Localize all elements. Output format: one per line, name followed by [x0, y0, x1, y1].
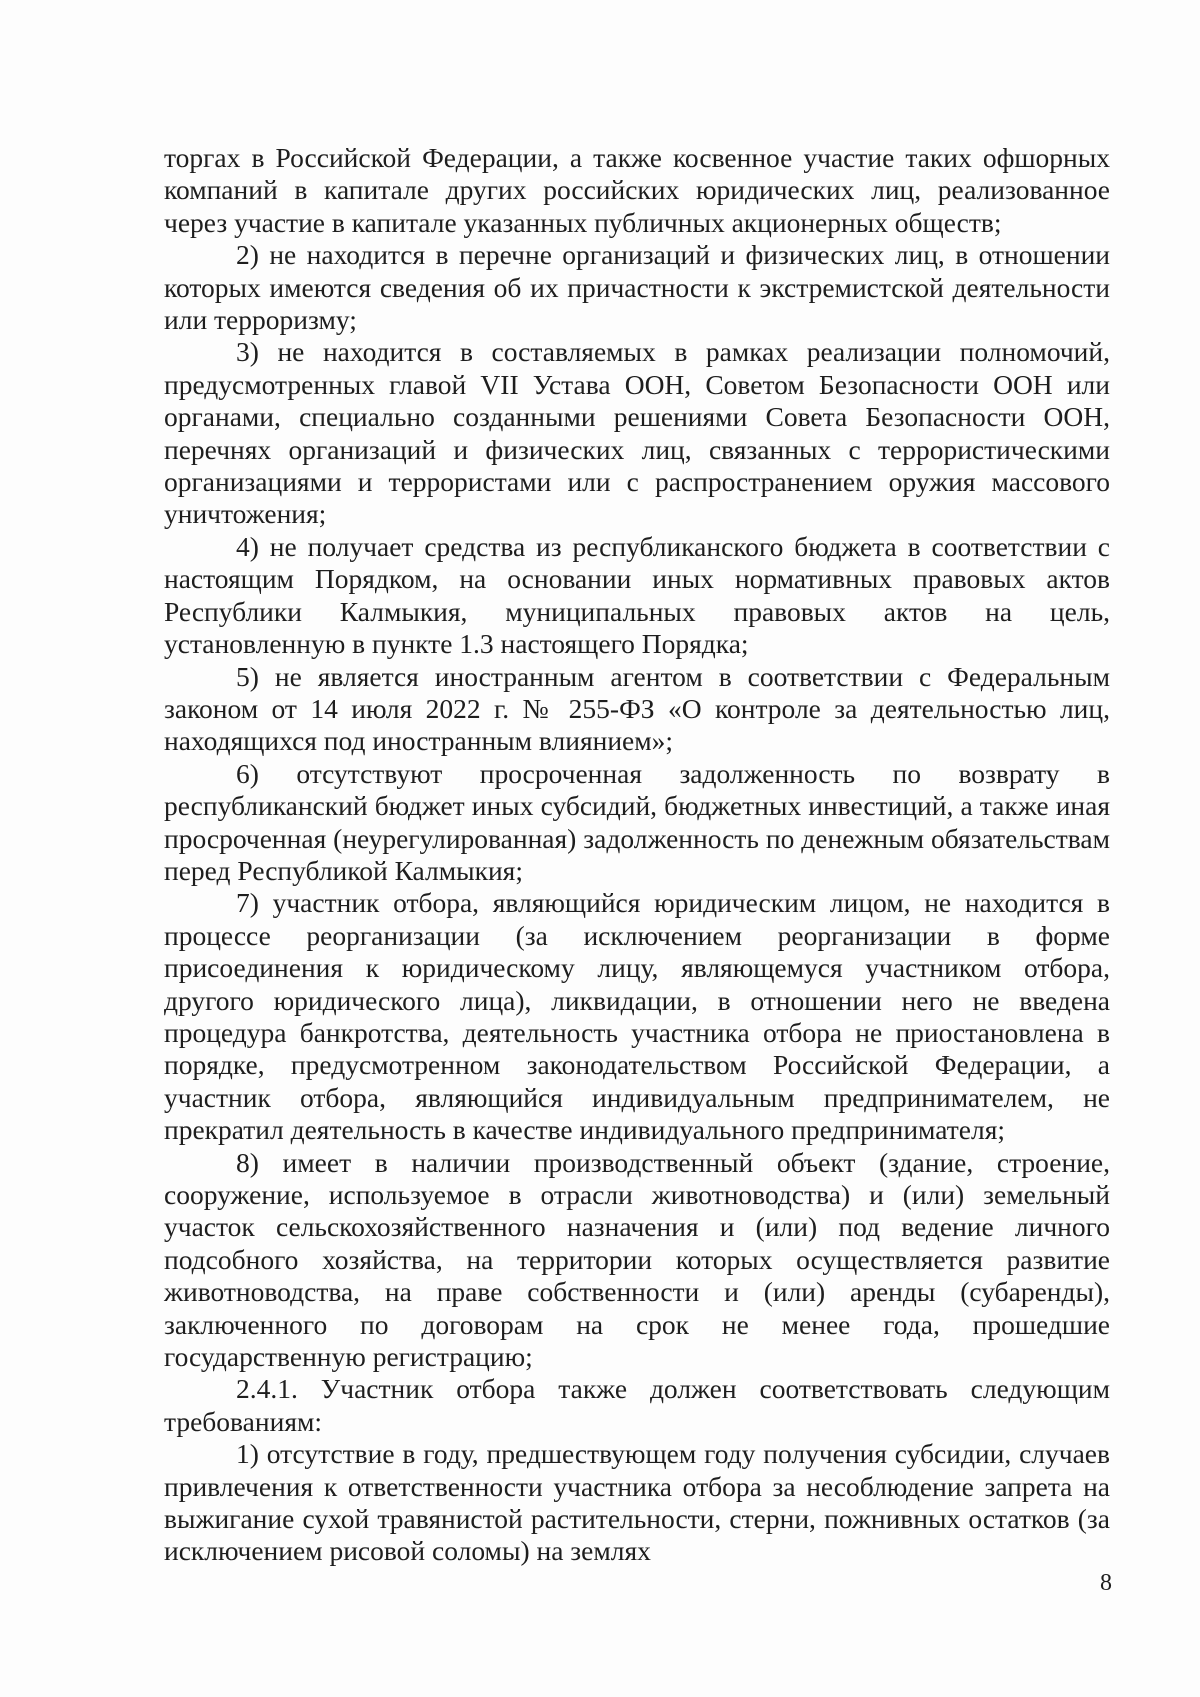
document-body: [164, 142, 1110, 1568]
paragraph-item-2: 2) не находится в перечне организаций и физических лиц, в отношении которых имеются сведения об их причастности к экстремистской деятельности или терроризму;: [164, 239, 1110, 336]
paragraph-requirement-1: 1) отсутствие в году, предшествующем году получения субсидии, случаев привлечения к ответственности участника отбора за несоблюдение запрета на выжигание сухой травянистой растительности, стерни, пожнивных остатков (за исключением рисовой соломы) на землях: [164, 1438, 1110, 1567]
paragraph-item-7: 7) участник отбора, являющийся юридическим лицом, не находится в процессе реорганизации (за исключением реорганизации в форме присоединения к юридическому лицу, являющемуся участником отбора, другого юридического лица), ликвидации, в отношении него не введена процедура банкротства, деятельность участника отбора не приостановлена в порядке, предусмотренном законодательством Российской Федерации, а участник отбора, являющийся индивидуальным предпринимателем, не прекратил деятельность в качестве индивидуального предпринимателя;: [164, 887, 1110, 1146]
paragraph-item-8: 8) имеет в наличии производственный объект (здание, строение, сооружение, используемое в отрасли животноводства) и (или) земельный участок сельскохозяйственного назначения и (или) под ведение личного подсобного хозяйства, на территории которых осуществляется развитие животноводства, на праве собственности и (или) аренды (субаренды), заключенного по договорам на срок не менее года, прошедшие государственную регистрацию;: [164, 1146, 1110, 1373]
paragraph-item-5: 5) не является иностранным агентом в соответствии с Федеральным законом от 14 июля 2022 г. № 255-ФЗ «О контроле за деятельностью лиц, находящихся под иностранным влиянием»;: [164, 660, 1110, 757]
paragraph-continuation: торгах в Российской Федерации, а также косвенное участие таких офшорных компаний в капитале других российских юридических лиц, реализованное через участие в капитале указанных публичных акционерных обществ;: [164, 142, 1110, 238]
paragraph-item-6: 6) отсутствуют просроченная задолженность по возврату в республиканский бюджет иных субсидий, бюджетных инвестиций, а также иная просроченная (неурегулированная) задолженность по денежным обязательствам перед Республикой Калмыкия;: [164, 757, 1110, 886]
paragraph-clause-2-4-1: 2.4.1. Участник отбора также должен соответствовать следующим требованиям:: [164, 1373, 1110, 1437]
paragraph-item-3: 3) не находится в составляемых в рамках реализации полномочий, предусмотренных главой VII Устава ООН, Советом Безопасности ООН или органами, специально созданными решениями Совета Безопасности ООН, перечнях организаций и физических лиц, связанных с террористическими организациями и террористами или с распространением оружия массового уничтожения;: [164, 336, 1110, 530]
page-number: 8: [1100, 1570, 1112, 1596]
paragraph-item-4: 4) не получает средства из республиканского бюджета в соответствии с настоящим Порядком, на основании иных нормативных правовых актов Республики Калмыкия, муниципальных правовых актов на цель, установленную в пункте 1.3 настоящего Порядка;: [164, 530, 1110, 660]
